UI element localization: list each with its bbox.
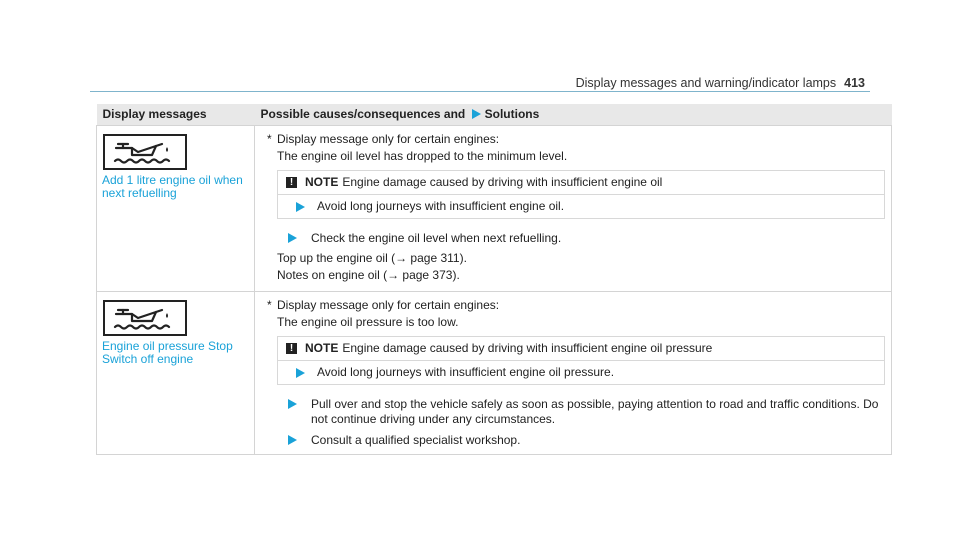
note-step-text: Avoid long journeys with insufficient engine oil. xyxy=(317,199,565,213)
warning-icon: ! xyxy=(286,343,297,354)
header-rule xyxy=(90,91,870,92)
asterisk: * xyxy=(267,298,272,312)
intro-text: Display message only for certain engines: xyxy=(277,132,500,146)
step-text: Pull over and stop the vehicle safely as soon as possible, paying attention to road and traffic conditions. Do not continue driving under any circumstances. xyxy=(311,397,879,426)
col-header-prefix: Possible causes/consequences and xyxy=(260,107,466,121)
solutions-cell xyxy=(255,292,892,455)
display-message-text xyxy=(102,340,249,366)
step-item xyxy=(277,433,885,448)
col-header-suffix: Solutions xyxy=(484,107,540,121)
display-message-cell xyxy=(97,126,255,292)
play-arrow-icon xyxy=(472,109,481,119)
note-text: Engine damage caused by driving with insufficient engine oil pressure xyxy=(342,341,713,355)
col-header-display-messages: Display messages xyxy=(97,104,255,126)
message-line1: Engine oil pressure Stop xyxy=(102,339,233,353)
note-step-text: Avoid long journeys with insufficient engine oil pressure. xyxy=(317,365,615,379)
section-title: Display messages and warning/indicator lamps xyxy=(575,76,837,90)
table-header-row xyxy=(97,104,892,126)
running-header xyxy=(576,76,865,90)
intro-line xyxy=(267,132,885,147)
engine-oil-can-icon xyxy=(103,134,187,170)
display-message-cell xyxy=(97,292,255,455)
col-header-solutions xyxy=(255,104,892,126)
message-line2: next refuelling xyxy=(102,186,177,200)
note-step-box xyxy=(277,195,885,219)
message-line2: Switch off engine xyxy=(102,352,194,366)
play-arrow-icon xyxy=(296,202,305,212)
intro-text: Display message only for certain engines: xyxy=(277,298,500,312)
play-arrow-icon xyxy=(288,399,297,409)
play-arrow-icon xyxy=(296,368,305,378)
note-label: NOTE xyxy=(305,175,339,189)
play-arrow-icon xyxy=(288,435,297,445)
warning-icon: ! xyxy=(286,177,297,188)
note-box xyxy=(277,336,885,361)
page-number: 413 xyxy=(844,76,865,90)
asterisk: * xyxy=(267,132,272,146)
intro-line xyxy=(267,298,885,313)
display-messages-table xyxy=(96,104,892,455)
notes-text: Notes on engine oil (→ page 373). xyxy=(277,268,460,282)
step-text: Consult a qualified specialist workshop. xyxy=(311,433,521,447)
topup-text: Top up the engine oil (→ page 311). xyxy=(277,251,467,265)
table-row xyxy=(97,126,892,292)
step-item xyxy=(277,231,885,246)
note-box xyxy=(277,170,885,195)
engine-oil-pressure-icon xyxy=(103,300,187,336)
note-step-box xyxy=(277,361,885,385)
display-message-text xyxy=(102,174,249,200)
table-row xyxy=(97,292,892,455)
cause-text: The engine oil pressure is too low. xyxy=(277,315,459,329)
solutions-cell xyxy=(255,126,892,292)
step-item xyxy=(277,397,885,427)
play-arrow-icon xyxy=(288,233,297,243)
cause-text: The engine oil level has dropped to the minimum level. xyxy=(277,149,568,163)
message-line1: Add 1 litre engine oil when xyxy=(102,173,243,187)
note-text: Engine damage caused by driving with insufficient engine oil xyxy=(342,175,663,189)
note-label: NOTE xyxy=(305,341,339,355)
step-text: Check the engine oil level when next refuelling. xyxy=(311,231,562,245)
